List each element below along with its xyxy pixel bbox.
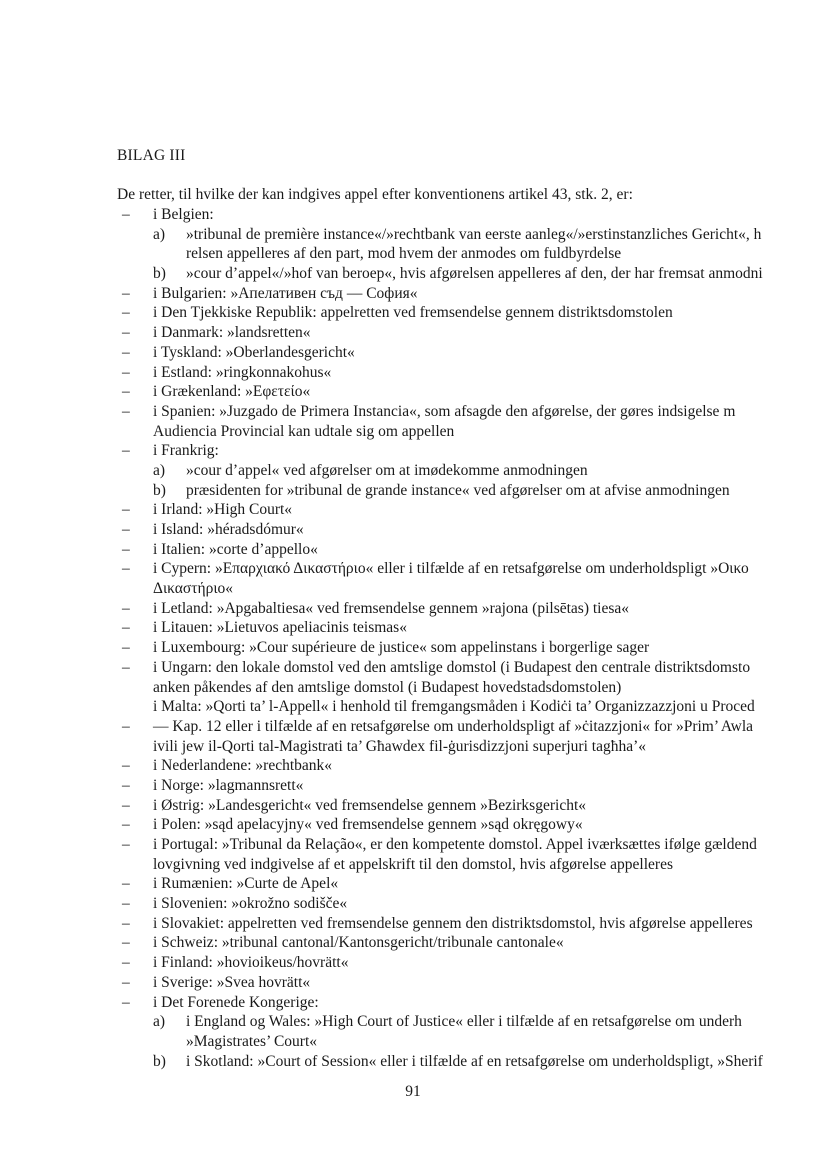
- list-dash: –: [122, 816, 130, 834]
- list-line-text: i Luxembourg: »Cour supérieure de justice« som appelinstans i borgerlige sager: [153, 639, 650, 657]
- list-dash: –: [122, 717, 130, 735]
- list-line-text: i Den Tjekkiske Republik: appelretten ved fremsendelse gennem distriktsdomstolen: [153, 304, 673, 322]
- list-dash: –: [122, 639, 130, 657]
- list-line: [0, 993, 826, 1013]
- annex-heading: BILAG III: [117, 147, 186, 164]
- list-line: [0, 422, 826, 442]
- list-line: [0, 697, 826, 717]
- list-dash: –: [122, 206, 130, 223]
- list-line: [0, 796, 826, 816]
- list-line-text: »Magistrates’ Court«: [186, 1032, 318, 1050]
- list-line: [0, 855, 826, 875]
- list-line: [0, 559, 826, 579]
- list-line-text: i Polen: »sąd apelacyjny« ved fremsendelse gennem »sąd okręgowy«: [153, 816, 583, 834]
- list-line-text: »cour d’appel«/»hof van beroep«, hvis afgørelsen appelleres af den, der har fremsat anmodni: [186, 265, 763, 283]
- list-dash: –: [122, 914, 130, 932]
- list-line-text: »cour d’appel« ved afgørelser om at imødekomme anmodningen: [186, 461, 588, 479]
- list-line-text: i Frankrig:: [153, 442, 219, 460]
- list-dash: –: [122, 521, 130, 538]
- list-line: [0, 973, 826, 993]
- list-line: [0, 658, 826, 678]
- list-line-text: i Det Forenede Kongerige:: [153, 993, 319, 1011]
- list-line-text: i Tyskland: »Oberlandesgericht«: [153, 343, 355, 361]
- list-line-text: i Malta: »Qorti ta’ l-Appell« i henhold til fremgangsmåden i Kodiċi ta’ Organizzazzjoni u Proced: [153, 698, 755, 716]
- list-line-text: i Spanien: »Juzgado de Primera Instancia«, som afsagde den afgørelse, der gøres indsigelse m: [153, 402, 736, 420]
- sub-item-label: a): [153, 461, 166, 479]
- list-dash: –: [122, 757, 130, 775]
- list-dash: –: [122, 954, 130, 972]
- list-line: [0, 914, 826, 934]
- list-line: [0, 776, 826, 796]
- list-line-text: relsen appelleres af den part, mod hvem der anmodes om fuldbyrdelse: [186, 245, 622, 263]
- list-dash: –: [122, 934, 130, 952]
- list-line: [0, 303, 826, 323]
- sub-item-label: b): [153, 481, 166, 499]
- list-dash: –: [122, 324, 130, 342]
- list-line-text: i Rumænien: »Curte de Apel«: [153, 875, 339, 893]
- list-line-text: Audiencia Provincial kan udtale sig om appellen: [153, 422, 455, 440]
- list-line: [0, 638, 826, 658]
- list-line: [0, 874, 826, 894]
- intro-paragraph: De retter, til hvilke der kan indgives appel efter konventionens artikel 43, stk. 2, er:: [117, 186, 633, 203]
- list-line: [0, 343, 826, 363]
- list-dash: –: [122, 973, 130, 991]
- list-line-text: præsidenten for »tribunal de grande instance« ved afgørelser om at afvise anmodningen: [186, 481, 730, 499]
- list-line-text: i Nederlandene: »rechtbank«: [153, 757, 333, 775]
- list-dash: –: [122, 402, 130, 420]
- list-dash: –: [122, 383, 130, 401]
- list-dash: –: [122, 540, 130, 558]
- list-dash: –: [122, 658, 130, 676]
- list-line-text: i Schweiz: »tribunal cantonal/Kantonsgericht/tribunale cantonale«: [153, 934, 564, 952]
- list-line-text: i Slovakiet: appelretten ved fremsendelse gennem den distriktsdomstol, hvis afgørelse appelleres: [153, 914, 753, 932]
- list-line: [0, 1012, 826, 1032]
- list-line: [0, 618, 826, 638]
- list-dash: –: [122, 560, 130, 578]
- list-dash: –: [122, 343, 130, 361]
- list-line-text: lovgivning ved indgivelse af et appelskrift til den domstol, hvis afgørelse appelleres: [153, 855, 673, 873]
- list-line-text: anken påkendes af den amtslige domstol (i Budapest hovedstadsdomstolen): [153, 678, 622, 696]
- list-line: [0, 481, 826, 501]
- list-line: [0, 244, 826, 264]
- list-line-text: i Cypern: »Επαρχιακό Δικαστήριο« eller i tilfælde af en retsafgørelse om underholdspligt »Οικο: [153, 560, 749, 578]
- list-line: [0, 461, 826, 481]
- sub-item-label: a): [153, 225, 166, 243]
- list-dash: –: [122, 363, 130, 381]
- list-line: [0, 225, 826, 245]
- list-dash: –: [122, 993, 130, 1011]
- list-line: [0, 953, 826, 973]
- list-line: [0, 402, 826, 422]
- list-line: [0, 520, 826, 540]
- list-line: [0, 264, 826, 284]
- list-dash: –: [122, 895, 130, 913]
- list-line-text: ivili jew il-Qorti tal-Magistrati ta’ Għawdex fil-ġurisdizzjoni superjuri tagħha’«: [153, 737, 646, 755]
- list-dash: –: [122, 501, 130, 519]
- sub-item-label: a): [153, 1013, 166, 1031]
- list-line: [0, 323, 826, 343]
- list-dash: –: [122, 619, 130, 637]
- list-line: [0, 756, 826, 776]
- list-line-text: i Sverige: »Svea hovrätt«: [153, 973, 311, 991]
- list-line: [0, 500, 826, 520]
- list-line-text: i Finland: »hovioikeus/hovrätt«: [153, 954, 349, 972]
- list-line: [0, 894, 826, 914]
- list-dash: –: [122, 796, 130, 814]
- list-dash: –: [122, 304, 130, 322]
- list-line: [0, 382, 826, 402]
- list-line-text: i Island: »héradsdómur«: [153, 521, 304, 538]
- list-line: [0, 363, 826, 383]
- list-line-text: i England og Wales: »High Court of Justice« eller i tilfælde af en retsafgørelse om underh: [186, 1013, 742, 1031]
- list-line-text: i Skotland: »Court of Session« eller i tilfælde af en retsafgørelse om underholdspligt, »Sherif: [186, 1052, 763, 1070]
- list-line-text: i Litauen: »Lietuvos apeliacinis teismas«: [153, 619, 407, 637]
- list-line-text: i Belgien:: [153, 206, 214, 223]
- list-dash: –: [122, 284, 130, 302]
- list-line: [0, 737, 826, 757]
- list-line-text: i Ungarn: den lokale domstol ved den amtslige domstol (i Budapest den centrale distriktsdomsto: [153, 658, 751, 676]
- list-line: [0, 678, 826, 698]
- list-line-text: i Norge: »lagmannsrett«: [153, 776, 304, 794]
- list-line-text: i Irland: »High Court«: [153, 501, 293, 519]
- list-line-text: i Danmark: »landsretten«: [153, 324, 311, 342]
- list-line: [0, 284, 826, 304]
- court-list: [0, 205, 826, 1071]
- list-line: [0, 835, 826, 855]
- list-line: [0, 599, 826, 619]
- list-line-text: — Kap. 12 eller i tilfælde af en retsafgørelse om underholdspligt af »ċitazzjoni« for »Prim’ Awla: [153, 717, 754, 735]
- list-line: [0, 205, 826, 225]
- list-dash: –: [122, 442, 130, 460]
- list-line: [0, 540, 826, 560]
- list-line: [0, 815, 826, 835]
- list-dash: –: [122, 836, 130, 853]
- list-line: [0, 717, 826, 737]
- sub-item-label: b): [153, 265, 166, 283]
- list-line-text: i Letland: »Apgabaltiesa« ved fremsendelse gennem »rajona (pilsētas) tiesa«: [153, 599, 630, 617]
- list-line-text: »tribunal de première instance«/»rechtbank van eerste aanleg«/»erstinstanzliches Gericht«, h: [186, 225, 762, 243]
- list-line: [0, 933, 826, 953]
- list-line: [0, 579, 826, 599]
- list-dash: –: [122, 599, 130, 617]
- list-line-text: Δικαστήριο«: [153, 580, 234, 598]
- list-line-text: i Slovenien: »okrožno sodišče«: [153, 895, 348, 913]
- list-line-text: i Bulgarien: »Апелативен съд — София«: [153, 284, 418, 302]
- list-line: [0, 1032, 826, 1052]
- list-line: [0, 441, 826, 461]
- page-number: 91: [405, 1083, 421, 1100]
- sub-item-label: b): [153, 1052, 166, 1070]
- list-line: [0, 1052, 826, 1072]
- list-line-text: i Østrig: »Landesgericht« ved fremsendelse gennem »Bezirksgericht«: [153, 796, 587, 814]
- list-line-text: i Italien: »corte d’appello«: [153, 540, 318, 558]
- list-dash: –: [122, 776, 130, 794]
- list-line-text: i Grækenland: »Εφετείο«: [153, 383, 311, 401]
- list-line-text: i Estland: »ringkonnakohus«: [153, 363, 332, 381]
- list-line-text: i Portugal: »Tribunal da Relação«, er den kompetente domstol. Appel iværksættes ifølge gældend: [153, 836, 757, 853]
- list-dash: –: [122, 875, 130, 893]
